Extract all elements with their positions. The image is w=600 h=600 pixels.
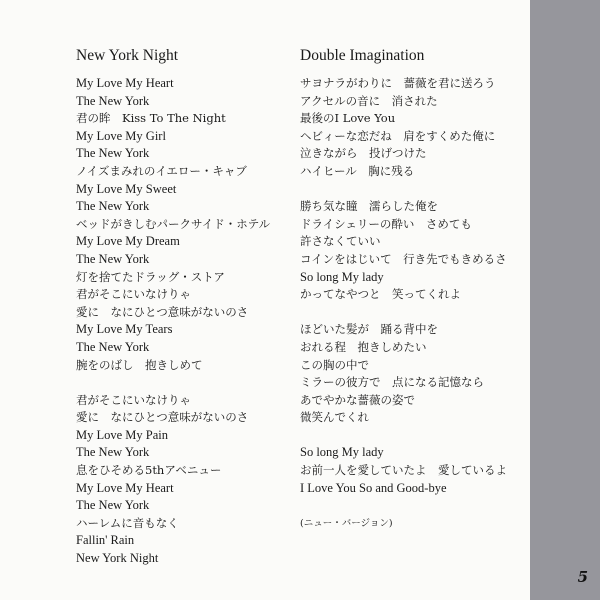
- lyric-line: ほどいた髪が 踊る背中を: [300, 322, 438, 337]
- lyric-line: 勝ち気な瞳 濡らした俺を: [300, 199, 438, 214]
- stanza-break: [300, 181, 525, 199]
- lyric-line: So long My lady: [300, 445, 384, 460]
- lyric-line: My Love My Tears: [76, 322, 173, 337]
- lyric-line: New York Night: [76, 551, 159, 566]
- lyric-line: 君の眸 Kiss To The Night: [76, 111, 226, 126]
- lyric-line: I Love You So and Good-bye: [300, 480, 447, 495]
- lyric-line: 泣きながら 投げつけた: [300, 146, 427, 161]
- lyric-line: The New York: [76, 445, 150, 460]
- lyric-line: ハイヒール 胸に残る: [300, 163, 415, 178]
- lyric-line: おれる程 抱きしめたい: [300, 339, 427, 354]
- stanza-break: [300, 304, 525, 322]
- lyric-line: 灯を捨てたドラッグ・ストア: [76, 269, 225, 284]
- lyrics-lines: [300, 75, 525, 532]
- lyric-line: My Love My Dream: [76, 234, 180, 249]
- lyric-line: Fallin' Rain: [76, 533, 135, 548]
- lyric-line: 許さなくていい: [300, 234, 381, 249]
- lyric-line: ノイズまみれのイエロー・キャブ: [76, 163, 247, 178]
- lyric-line: My Love My Heart: [76, 76, 174, 90]
- lyric-line: The New York: [76, 199, 150, 214]
- lyric-line: アクセルの音に 消された: [300, 93, 438, 108]
- lyric-line: 愛に なにひとつ意味がないのさ: [76, 304, 249, 319]
- lyric-line: 愛に なにひとつ意味がないのさ: [76, 410, 249, 425]
- lyric-line: 君がそこにいなけりゃ: [76, 287, 191, 302]
- stanza-break: [300, 427, 525, 445]
- lyrics-column-double-imagination: [300, 46, 525, 532]
- lyric-line: かってなやつと 笑ってくれよ: [300, 287, 461, 302]
- lyric-line: 君がそこにいなけりゃ: [76, 392, 191, 407]
- lyric-line: コインをはじいて 行き先でもきめるさ: [300, 251, 507, 266]
- stanza-break: [300, 497, 525, 515]
- lyric-line: My Love My Pain: [76, 427, 169, 442]
- lyric-line: The New York: [76, 146, 150, 161]
- lyric-line: So long My lady: [300, 269, 384, 284]
- lyric-line: 腕をのばし 抱きしめて: [76, 357, 203, 372]
- side-margin-band: [530, 0, 600, 600]
- lyric-line: 最後のI Love You: [300, 111, 396, 126]
- lyrics-lines: [76, 75, 291, 568]
- lyric-line: サヨナラがわりに 薔薇を君に送ろう: [300, 76, 496, 90]
- lyric-line: あでやかな薔薇の姿で: [300, 392, 415, 407]
- lyric-line: My Love My Girl: [76, 128, 166, 143]
- lyric-line: 息をひそめる5thアベニュー: [76, 463, 222, 478]
- lyric-line: The New York: [76, 498, 150, 513]
- lyrics-column-new-york-night: [76, 46, 291, 568]
- lyric-line: The New York: [76, 251, 150, 266]
- lyric-line: My Love My Sweet: [76, 181, 177, 196]
- version-note: (ニュー・バージョン): [300, 517, 393, 529]
- lyric-line: The New York: [76, 339, 150, 354]
- lyric-line: ヘビィーな恋だね 肩をすくめた俺に: [300, 128, 496, 143]
- song-title: New York Night: [76, 47, 179, 64]
- lyric-line: My Love My Heart: [76, 480, 174, 495]
- lyric-line: The New York: [76, 93, 150, 108]
- lyric-line: 微笑んでくれ: [300, 410, 369, 425]
- lyric-line: ドライシェリーの酔い さめても: [300, 216, 472, 231]
- page-number: 5: [577, 568, 588, 586]
- lyric-line: ベッドがきしむパークサイド・ホテル: [76, 216, 271, 231]
- stanza-break: [76, 374, 291, 392]
- song-title: Double Imagination: [300, 47, 425, 64]
- lyric-line: この胸の中で: [300, 357, 369, 372]
- lyric-line: お前一人を愛していたよ 愛しているよ: [300, 463, 507, 478]
- lyric-line: ハーレムに音もなく: [76, 515, 179, 530]
- lyric-line: ミラーの彼方で 点になる記憶なら: [300, 375, 484, 390]
